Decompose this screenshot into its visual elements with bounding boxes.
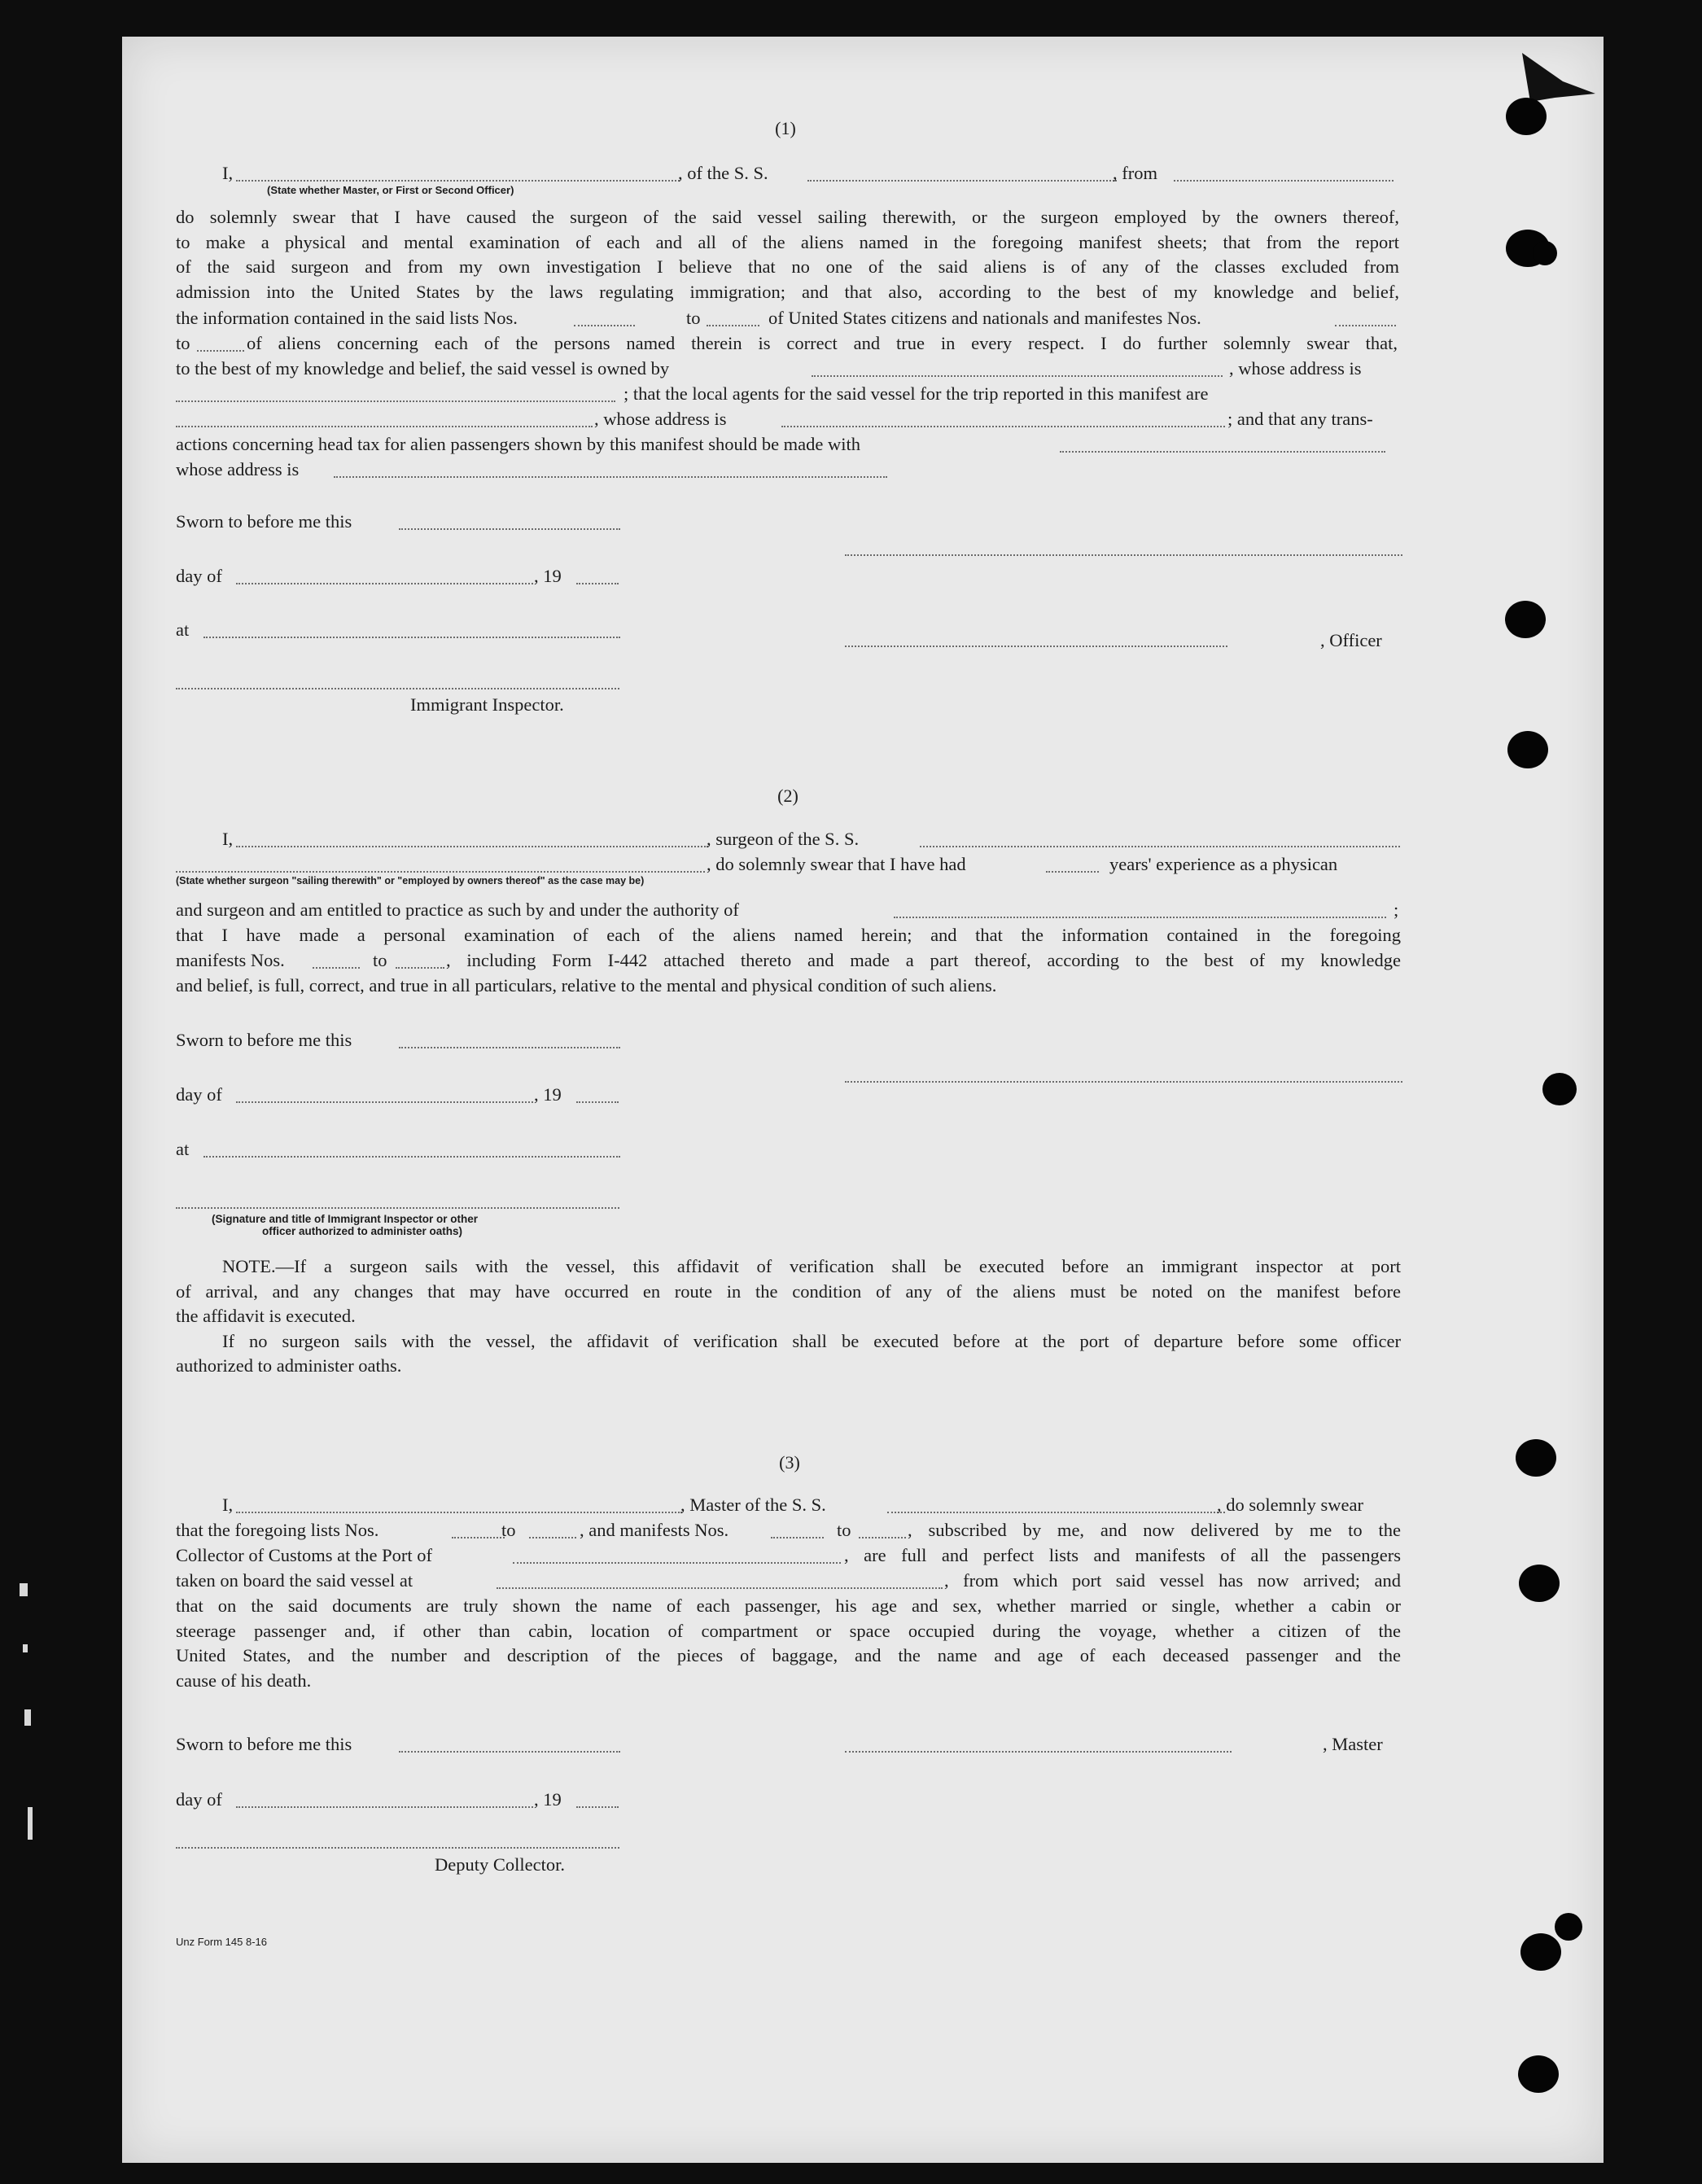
edge-mark (28, 1807, 33, 1840)
whose-address-label: , whose address is (1229, 358, 1362, 379)
punch-hole (1506, 98, 1547, 135)
edge-mark (24, 1709, 31, 1726)
body-line: do solemnly swear that I have caused the surgeon of the said vessel sailing therewith, or the surgeon employed by the owners thereof, (176, 207, 1399, 227)
vessel-name-field-1[interactable] (807, 180, 1117, 182)
signature-hint-line-2: officer authorized to administer oaths) (262, 1225, 463, 1237)
owner-field[interactable] (812, 375, 1223, 377)
sworn-field-3[interactable] (399, 1751, 620, 1753)
day-of-field-1[interactable] (236, 583, 533, 584)
sworn-field-1[interactable] (399, 528, 620, 530)
punch-hole (1507, 731, 1548, 768)
surgeon-of-label: , surgeon of the S. S. (707, 829, 860, 849)
officer-label: , Officer (1320, 630, 1382, 650)
day-of-field-2[interactable] (236, 1101, 533, 1103)
year-label-2: , 19 (534, 1084, 562, 1105)
departure-port-field[interactable] (497, 1587, 943, 1589)
manifests-from-field-2[interactable] (313, 967, 360, 969)
vessel-name-field-2[interactable] (920, 846, 1400, 847)
note-block (176, 1254, 1401, 1379)
note-line: of arrival, and any changes that may have occurred en route in the condition of any of the aliens must be noted on the manifest before (176, 1280, 1401, 1302)
deputy-label: Deputy Collector. (435, 1854, 565, 1875)
inspector-signature-field[interactable] (176, 688, 619, 689)
body-line: admission into the United States by the laws regulating immigration; and that also, according to the best of my knowledge and belief, (176, 281, 1399, 302)
torn-corner (1392, 37, 1604, 110)
day-of-label-2: day of (176, 1084, 222, 1105)
lists-rest: of United States citizens and nationals and manifestes Nos. (768, 308, 1201, 328)
body-line: steerage passenger and, if other than cabin, location of compartment or space occupied during the voyage, whether a citizen of the (176, 1620, 1401, 1641)
oath-start-1: I, (222, 163, 234, 183)
lists-from-field[interactable] (574, 325, 635, 326)
year-field-1[interactable] (576, 583, 619, 584)
any-trans-label: ; and that any trans- (1227, 409, 1373, 429)
from-label: , from (1113, 163, 1157, 183)
day-of-label-3: day of (176, 1789, 222, 1810)
manifests-to-field[interactable] (197, 350, 244, 352)
day-of-field-3[interactable] (236, 1806, 533, 1808)
from-port-label: , from which port said vessel has now arrived; and (944, 1570, 1401, 1591)
note-line: the affidavit is executed. (176, 1306, 356, 1327)
section-1-body (176, 205, 1399, 304)
edge-mark (23, 1644, 28, 1652)
years-exp-label: years' experience as a physican (1109, 854, 1338, 874)
manifests-from-field-3[interactable] (771, 1537, 824, 1538)
lists-nos-label: that the foregoing lists Nos. (176, 1520, 379, 1540)
agents-address-field[interactable] (781, 426, 1225, 427)
sworn-label-2: Sworn to before me this (176, 1030, 352, 1050)
manifests-to-field-2[interactable] (396, 967, 444, 969)
local-agents-label: ; that the local agents for the said vessel for the trip reported in this manifest are (623, 383, 1209, 404)
year-label-3: , 19 (534, 1789, 562, 1810)
officer-hint: (State whether Master, or First or Second Officer) (267, 184, 514, 196)
sworn-field-2[interactable] (399, 1047, 620, 1048)
collector-label: Collector of Customs at the Port of (176, 1545, 432, 1565)
to-rest: of aliens concerning each of the persons named therein is correct and true in every respect. I do further solemnly swear that, (247, 333, 1398, 353)
edge-mark (20, 1583, 28, 1596)
body-line: to make a physical and mental examination of each and all of the aliens named in the foregoing manifest sheets; that from the report (176, 231, 1399, 252)
taken-label: taken on board the said vessel at (176, 1570, 413, 1591)
swear-had-label: , do solemnly swear that I have had (707, 854, 966, 874)
lists-to-label: to (686, 308, 701, 328)
surgeon-name-field[interactable] (236, 846, 708, 847)
body-line: United States, and the number and description of the pieces of baggage, and the name and age of each deceased passenger and the (176, 1645, 1401, 1666)
signature-hint-line-1: (Signature and title of Immigrant Inspector or other (212, 1213, 479, 1225)
manifests-nos-label: , and manifests Nos. (580, 1520, 729, 1540)
to-label: to (176, 333, 190, 353)
whose-address-label-3: whose address is (176, 459, 300, 479)
note-line: If no surgeon sails with the vessel, the affidavit of verification shall be executed before at the port of departure before some officer (222, 1330, 1401, 1351)
signature-line-1[interactable] (845, 554, 1402, 556)
of-ss-label-1: , of the S. S. (678, 163, 768, 183)
swear-label-3: , do solemnly swear (1217, 1495, 1363, 1515)
at-label-1: at (176, 619, 190, 640)
officer-name-field[interactable] (236, 180, 680, 182)
at-field-2[interactable] (203, 1156, 620, 1158)
form-id: Unz Form 145 8-16 (176, 1936, 267, 1948)
punch-hole (1505, 601, 1546, 638)
section-2-body: that I have made a personal examination of each of the aliens named herein; and that the information contained in the foregoing (176, 925, 1401, 945)
day-of-label-1: day of (176, 566, 222, 586)
punch-hole (1542, 1073, 1577, 1105)
head-tax-label: actions concerning head tax for alien passengers shown by this manifest should be made with (176, 434, 861, 454)
year-label-1: , 19 (534, 566, 562, 586)
surgeon-type-field[interactable] (176, 871, 705, 873)
inspector-label: Immigrant Inspector. (410, 694, 564, 715)
port-field[interactable] (513, 1562, 841, 1564)
lists-to-field-3[interactable] (529, 1537, 576, 1538)
sworn-label-3: Sworn to before me this (176, 1734, 352, 1754)
authority-label: and surgeon and am entitled to practice as such by and under the authority of (176, 899, 739, 920)
years-field[interactable] (1046, 871, 1099, 873)
year-field-2[interactable] (576, 1101, 619, 1103)
master-label: , Master (1323, 1734, 1383, 1754)
head-tax-address-field[interactable] (334, 476, 887, 478)
to-label-3a: to (501, 1520, 516, 1540)
sworn-label-1: Sworn to before me this (176, 511, 352, 532)
manifests-to-label-2: to (373, 950, 387, 970)
officer-signature-field[interactable] (845, 646, 1227, 647)
note-line: authorized to administer oaths. (176, 1355, 402, 1376)
year-field-3[interactable] (576, 1806, 619, 1808)
manifests-to-field-3[interactable] (859, 1537, 906, 1538)
section-3-number: (3) (779, 1452, 800, 1473)
surgeon-signature-line[interactable] (845, 1081, 1402, 1083)
agents-field[interactable] (176, 426, 593, 427)
section-1-number: (1) (775, 118, 796, 138)
punch-hole (1519, 1565, 1560, 1602)
from-field[interactable] (1174, 180, 1394, 182)
oath-start-3: I, (222, 1495, 234, 1515)
section-3-body (176, 1594, 1401, 1693)
vessel-name-field-3[interactable] (887, 1512, 1225, 1513)
punch-hole (1516, 1439, 1556, 1477)
lists-to-field[interactable] (707, 325, 759, 326)
full-perfect-label: , are full and perfect lists and manifests of all the passengers (844, 1545, 1401, 1565)
body-line: cause of his death. (176, 1670, 312, 1691)
master-of-label: , Master of the S. S. (680, 1495, 826, 1515)
manifests-from-field[interactable] (1335, 325, 1396, 326)
belief-label: and belief, is full, correct, and true in all particulars, relative to the mental and physical condition of such aliens. (176, 975, 997, 996)
body-line: of the said surgeon and from my own investigation I believe that no one of the said aliens is of any of the classes excluded from (176, 256, 1399, 278)
master-signature-field[interactable] (845, 1751, 1232, 1753)
whose-address-label-2: , whose address is (594, 409, 727, 429)
at-field-1[interactable] (203, 637, 620, 638)
at-label-2: at (176, 1139, 190, 1159)
punch-hole (1555, 1913, 1582, 1941)
section-2-number: (2) (777, 786, 798, 806)
lists-from-field-3[interactable] (452, 1537, 505, 1538)
master-name-field[interactable] (236, 1512, 682, 1513)
owned-by-label: to the best of my knowledge and belief, the said vessel is owned by (176, 358, 670, 379)
surgeon-hint: (State whether surgeon "sailing therewith" or "employed by owners thereof" as the case may be) (176, 875, 645, 886)
form-sheet (122, 37, 1604, 2163)
oath-start-2: I, (222, 829, 234, 849)
authority-end: ; (1394, 899, 1399, 920)
including-label: , including Form I-442 attached thereto and made a part thereof, according to the best of my knowledge (446, 950, 1401, 970)
officer-signature-field-2[interactable] (176, 1207, 619, 1209)
to-label-3b: to (837, 1520, 851, 1540)
punch-hole (1533, 241, 1557, 265)
authority-field[interactable] (894, 917, 1386, 918)
punch-hole (1518, 2055, 1559, 2093)
manifests-label-2: manifests Nos. (176, 950, 285, 970)
owner-address-field[interactable] (176, 400, 615, 402)
note-line: NOTE.—If a surgeon sails with the vessel, this affidavit of verification shall be executed before an immigrant inspector at port (222, 1256, 1401, 1276)
deputy-signature-field[interactable] (176, 1847, 619, 1849)
body-line: that on the said documents are truly shown the name of each passenger, his age and sex, whether married or single, whether a cabin or (176, 1595, 1401, 1616)
punch-hole (1520, 1933, 1561, 1971)
subscribed-label: , subscribed by me, and now delivered by me to the (908, 1520, 1401, 1540)
lists-label: the information contained in the said lists Nos. (176, 308, 518, 328)
head-tax-field[interactable] (1060, 451, 1385, 453)
